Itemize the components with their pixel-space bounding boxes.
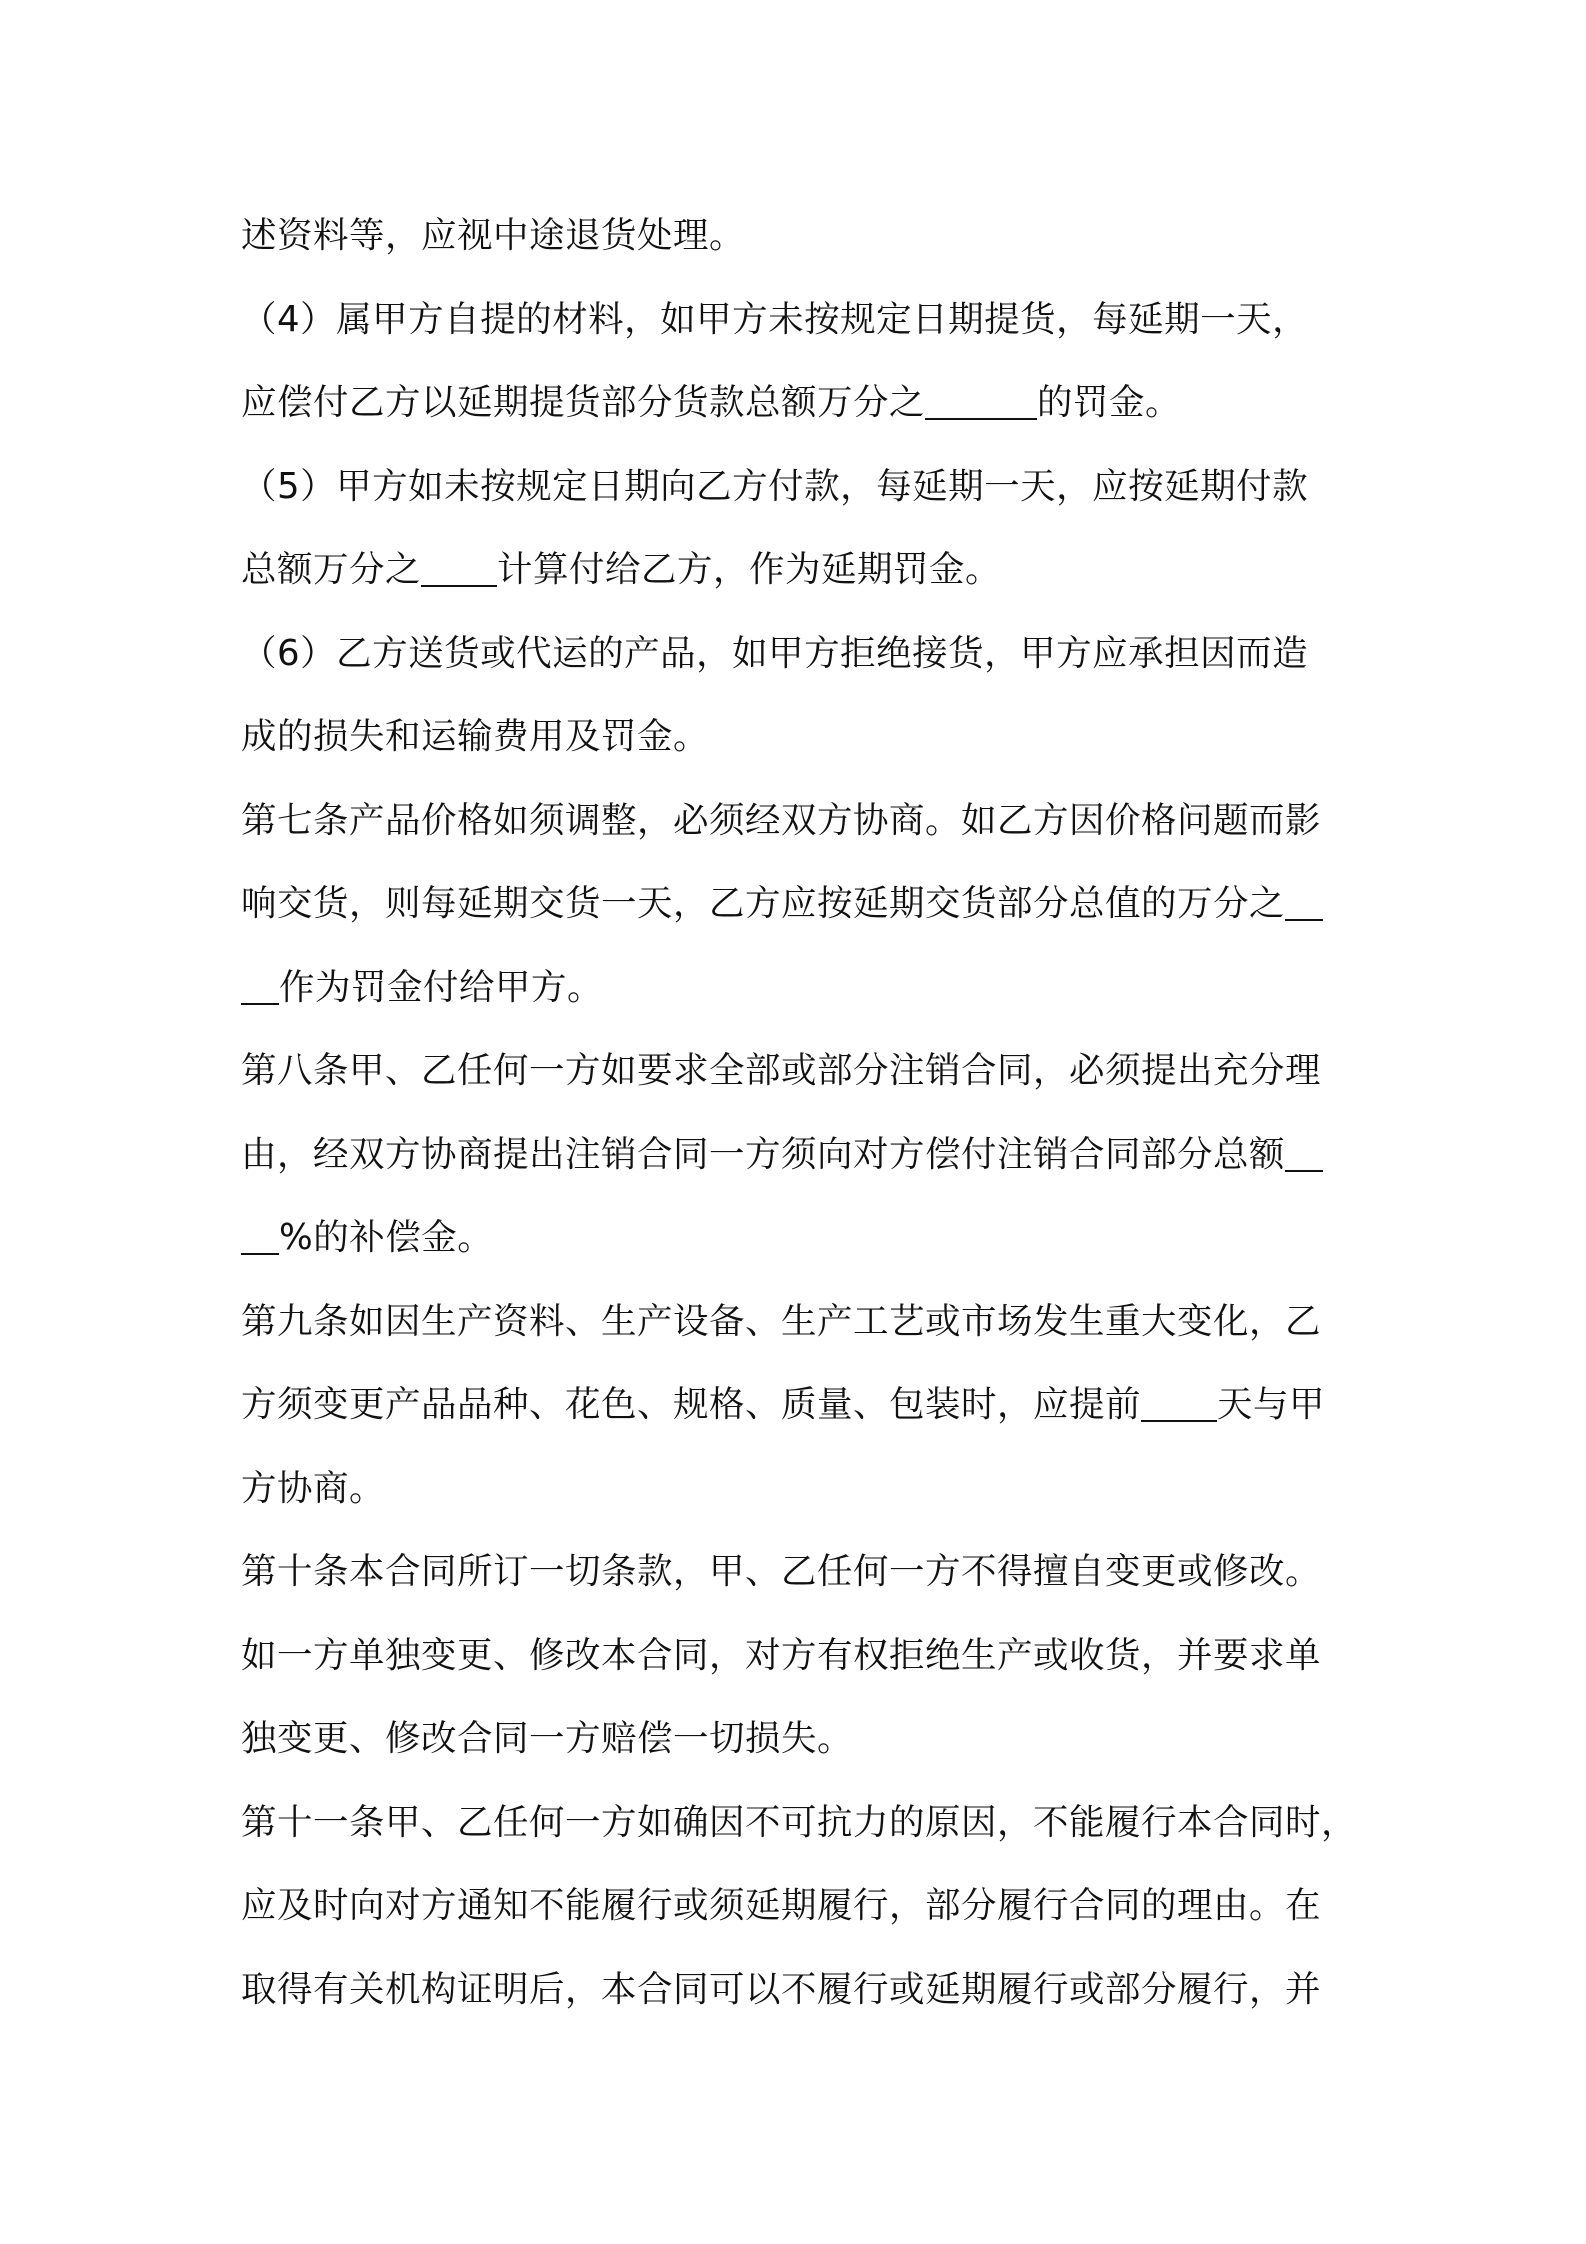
line-text: 第八条甲、乙任何一方如要求全部或部分注销合同，必须提出充分理 (241, 1050, 1322, 1091)
line-text: 响交货，则每延期交货一天，乙方应按延期交货部分总值的万分之 (241, 883, 1286, 924)
line-text: （4）属甲方自提的材料，如甲方未按规定日期提货，每延期一天， (241, 298, 1309, 340)
text-line (241, 1029, 1361, 1113)
fill-in-blank (1285, 882, 1323, 921)
text-line (241, 1530, 1361, 1614)
line-text: （5）甲方如未按规定日期向乙方付款，每延期一天，应按延期付款 (241, 465, 1309, 507)
fill-in-blank (241, 966, 279, 1005)
text-line (241, 612, 1361, 696)
line-text: 第七条产品价格如须调整，必须经双方协商。如乙方因价格问题而影 (241, 799, 1322, 841)
line-text: 如一方单独变更、修改本合同，对方有权拒绝生产或收货，并要求单 (241, 1634, 1322, 1676)
text-line (241, 1948, 1361, 2032)
line-text: 第十条本合同所订一切条款，甲、乙任何一方不得擅自变更或修改。 (241, 1551, 1322, 1592)
line-text: 作为罚金付给甲方。 (279, 966, 604, 1008)
line-text: 总额万分之 (241, 549, 422, 590)
line-text: 方须变更产品品种、花色、规格、质量、包装时，应提前 (241, 1384, 1142, 1425)
fill-in-blank (1285, 1133, 1323, 1172)
line-text: 方协商。 (241, 1467, 386, 1509)
line-text: 独变更、修改合同一方赔偿一切损失。 (241, 1718, 854, 1759)
line-text: 第十一条甲、乙任何一方如确因不可抗力的原因，不能履行本合同时， (241, 1801, 1358, 1843)
line-text: 计算付给乙方，作为延期罚金。 (497, 549, 1002, 590)
fill-in-blank (1141, 1383, 1217, 1422)
fill-in-blank (241, 1216, 279, 1255)
line-text: 成的损失和运输费用及罚金。 (241, 716, 710, 757)
text-line (241, 278, 1361, 362)
line-text: %的补偿金。 (279, 1217, 494, 1258)
text-line (241, 194, 1361, 278)
line-text: （6）乙方送货或代运的产品，如甲方拒绝接货，甲方应承担因而造 (241, 632, 1309, 674)
text-line (241, 1781, 1361, 1865)
line-text: 应及时向对方通知不能履行或须延期履行，部分履行合同的理由。在 (241, 1885, 1322, 1926)
text-line (241, 445, 1361, 529)
line-text: 由，经双方协商提出注销合同一方须向对方偿付注销合同部分总额 (241, 1133, 1286, 1175)
line-text: 取得有关机构证明后，本合同可以不履行或延期履行或部分履行，并 (241, 1968, 1322, 2010)
line-text: 应偿付乙方以延期提货部分货款总额万分之 (241, 382, 926, 423)
text-line (241, 1447, 1361, 1531)
line-text: 的罚金。 (1037, 382, 1182, 423)
text-line (241, 1363, 1361, 1447)
text-line (241, 1196, 1361, 1280)
line-text: 天与甲 (1217, 1384, 1326, 1425)
text-line (241, 361, 1361, 445)
text-line (241, 1280, 1361, 1364)
document-body (241, 194, 1361, 2031)
text-line (241, 1113, 1361, 1197)
text-line (241, 1614, 1361, 1698)
line-text: 述资料等，应视中途退货处理。 (241, 215, 746, 256)
text-line (241, 1697, 1361, 1781)
line-text: 第九条如因生产资料、生产设备、生产工艺或市场发生重大变化，乙 (241, 1300, 1322, 1342)
text-line (241, 1864, 1361, 1948)
text-line (241, 946, 1361, 1030)
fill-in-blank (421, 548, 497, 587)
text-line (241, 528, 1361, 612)
text-line (241, 862, 1361, 946)
fill-in-blank (925, 381, 1037, 420)
text-line (241, 695, 1361, 779)
text-line (241, 779, 1361, 863)
